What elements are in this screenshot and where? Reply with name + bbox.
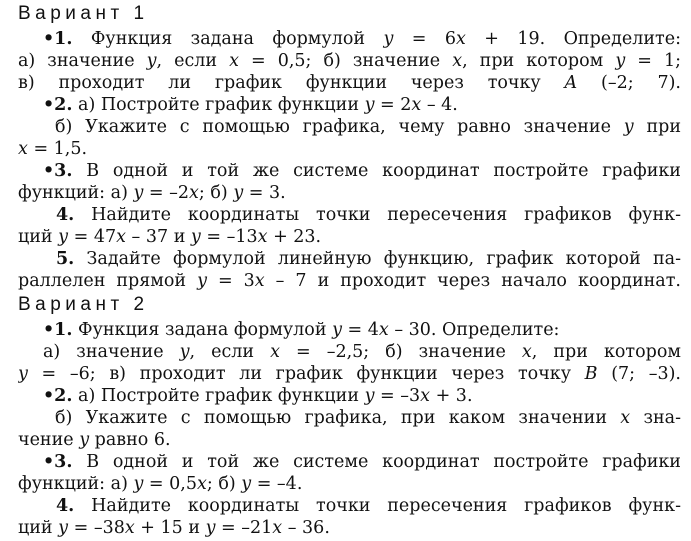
- v1-task1-line2: а) значение y, если x = 0,5; б) значение x, при котором y = 1;: [18, 51, 681, 71]
- v1-task2-line2: б) Укажите с помощью графика, чему равно значение y при: [55, 117, 681, 137]
- v2-task2-number: •2.: [43, 386, 73, 406]
- v1-task5-text1: Задайте формулой линейную функцию, график которой па-: [86, 249, 681, 269]
- v1-task2-text1: а) Постройте график функции y = 2x – 4.: [78, 95, 458, 115]
- v2-task2-text1: а) Постройте график функции y = –3x + 3.: [78, 386, 473, 406]
- v2-task3-line2: функций: а) y = 0,5x; б) y = –4.: [18, 474, 303, 494]
- v1-task2-line3: x = 1,5.: [18, 139, 88, 159]
- v1-task5-number: 5.: [56, 249, 75, 269]
- v1-task3-number: •3.: [43, 161, 73, 181]
- v1-task1-number: •1.: [43, 29, 73, 49]
- v2-task4-number: 4.: [56, 496, 75, 516]
- v2-task1-line3: y = –6; в) проходит ли график функции через точку B (7; –3).: [18, 364, 681, 384]
- v2-task1-text1: Функция задана формулой y = 4x – 30. Определите:: [78, 320, 560, 340]
- variant-2-heading: Вариант 2: [18, 294, 149, 315]
- v2-task2-line3: чение y равно 6.: [18, 430, 171, 450]
- v1-task4-text1: Найдите координаты точки пересечения графиков функ-: [91, 205, 681, 225]
- v1-task5-line2: раллелен прямой y = 3x – 7 и проходит через начало координат.: [18, 271, 681, 291]
- v2-task3-number: •3.: [43, 452, 73, 472]
- v2-task4-text1: Найдите координаты точки пересечения графиков функ-: [91, 496, 681, 516]
- v2-task1-number: •1.: [43, 320, 73, 340]
- v2-task4-line2: ций y = –38x + 15 и y = –21x – 36.: [18, 518, 330, 538]
- v2-task3-text1: В одной и той же системе координат постройте графики: [86, 452, 681, 472]
- v1-task2-number: •2.: [43, 95, 73, 115]
- v1-task1-text1: Функция задана формулой y = 6x + 19. Определите:: [90, 29, 681, 49]
- v1-task4-number: 4.: [56, 205, 75, 225]
- v2-task1-line2: а) значение y, если x = –2,5; б) значение x, при котором: [43, 342, 681, 362]
- variant-1-heading: Вариант 1: [18, 3, 149, 24]
- v1-task4-line2: ций y = 47x – 37 и y = –13x + 23.: [18, 227, 322, 247]
- v1-task1-line3: в) проходит ли график функции через точку A (–2; 7).: [18, 73, 681, 93]
- v2-task2-line2: б) Укажите с помощью графика, при каком значении x зна-: [55, 408, 681, 428]
- v1-task3-line2: функций: а) y = –2x; б) y = 3.: [18, 183, 286, 203]
- v1-task3-text1: В одной и той же системе координат постройте графики: [86, 161, 681, 181]
